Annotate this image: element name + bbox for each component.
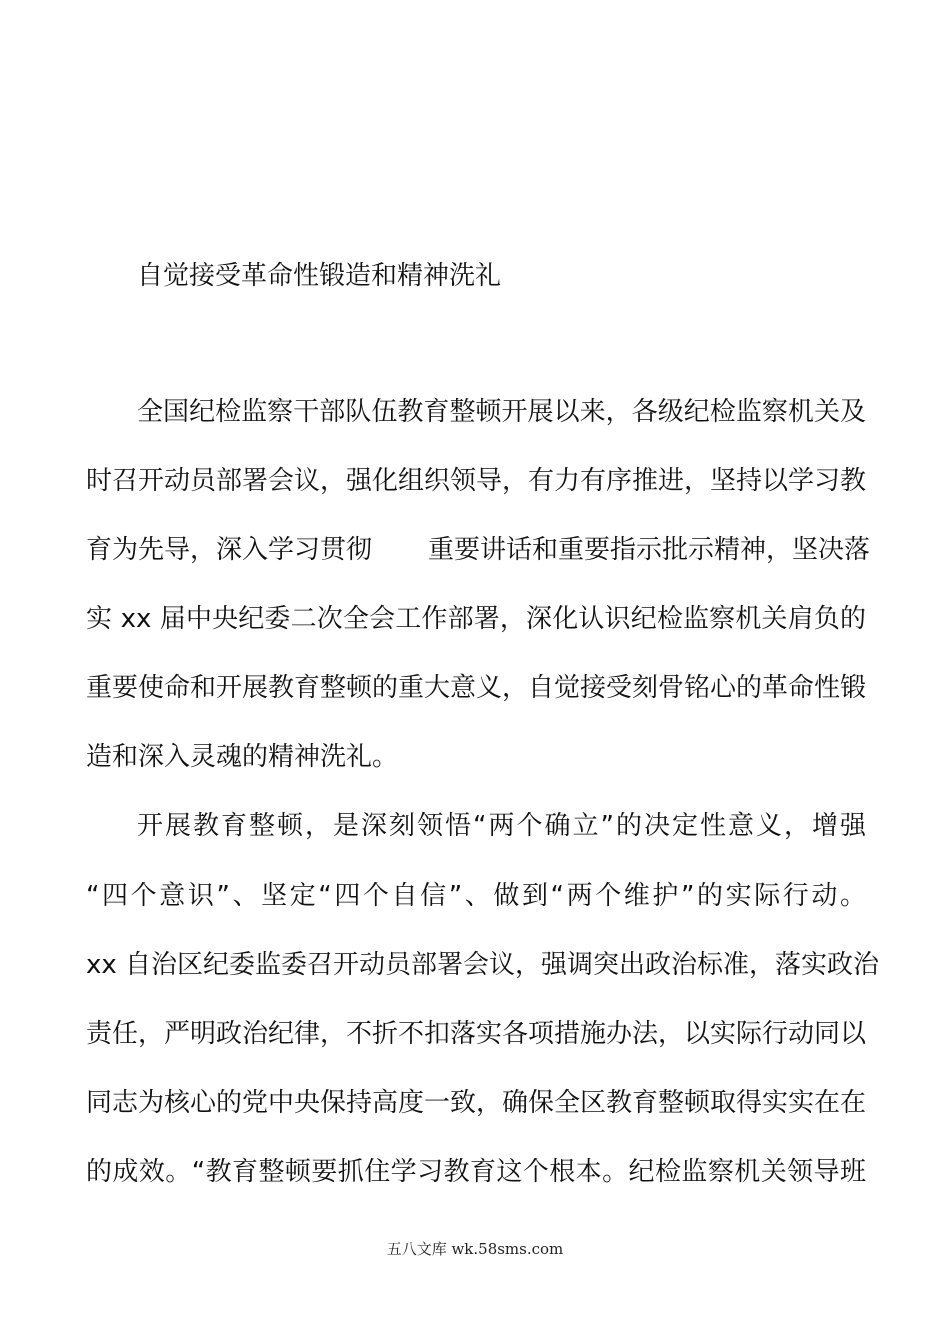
paragraph-line: 造和深入灵魂的精神洗礼。 — [86, 742, 399, 772]
paragraph-line: 时召开动员部署会议，强化组织领导，有力有序推进，坚持以学习教 — [86, 466, 867, 496]
paragraph-line: xx 自治区纪委监委召开动员部署会议，强调突出政治标准，落实政治 — [86, 950, 880, 980]
paragraph-line: 全国纪检监察干部队伍教育整顿开展以来，各级纪检监察机关及 — [137, 397, 866, 427]
paragraph-line: 实 xx 届中央纪委二次全会工作部署，深化认识纪检监察机关肩负的 — [86, 604, 866, 634]
document-title: 自觉接受革命性锻造和精神洗礼 — [137, 261, 502, 291]
paragraph-line: 的成效。“教育整顿要抓住学习教育这个根本。纪检监察机关领导班 — [86, 1157, 866, 1187]
paragraph-line: 责任，严明政治纪律，不折不扣落实各项措施办法，以实际行动同以 — [86, 1019, 867, 1049]
paragraph-line-part: 重要讲话和重要指示批示精神，坚决落 — [428, 535, 871, 565]
paragraph-line-part: 育为先导，深入学习贯彻 — [86, 535, 373, 565]
footer-watermark: 五八文库 wk.58sms.com — [386, 1240, 564, 1258]
paragraph-line: 同志为核心的党中央保持高度一致，确保全区教育整顿取得实实在在 — [86, 1088, 867, 1118]
paragraph-line-split — [86, 530, 871, 570]
paragraph-line: “四个意识”、坚定“四个自信”、做到“两个维护”的实际行动。 — [86, 881, 866, 911]
paragraph-line: 开展教育整顿，是深刻领悟“两个确立”的决定性意义，增强 — [137, 811, 866, 841]
paragraph-line: 重要使命和开展教育整顿的重大意义，自觉接受刻骨铭心的革命性锻 — [86, 673, 867, 703]
